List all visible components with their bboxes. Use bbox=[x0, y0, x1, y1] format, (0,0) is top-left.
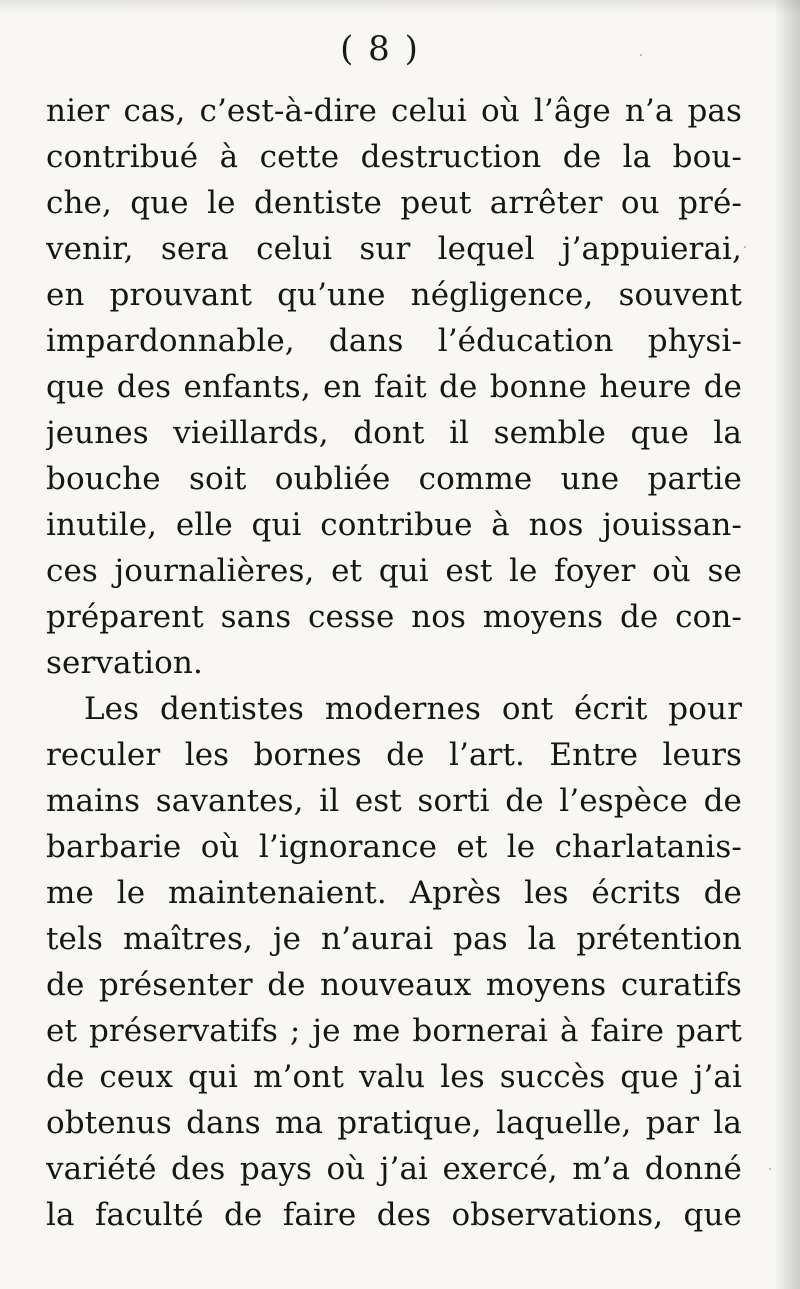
text-line: de ceux qui m’ont valu les succès que j’ai bbox=[46, 1059, 742, 1095]
paper-speck bbox=[744, 246, 746, 248]
paragraph-1 bbox=[46, 88, 742, 686]
paragraph-2 bbox=[46, 686, 742, 1238]
text-line: reculer les bornes de l’art. Entre leurs bbox=[46, 737, 742, 773]
text-line: nier cas, c’est-à-dire celui où l’âge n’a pas bbox=[46, 93, 742, 129]
text-line: inutile, elle qui contribue à nos jouissan- bbox=[46, 507, 742, 543]
text-line: contribué à cette destruction de la bou- bbox=[46, 139, 742, 175]
text-line: la faculté de faire des observations, que bbox=[46, 1197, 742, 1233]
paper-speck bbox=[769, 1168, 771, 1170]
text-line: tels maîtres, je n’aurai pas la prétention bbox=[46, 921, 742, 957]
text-line: me le maintenaient. Après les écrits de bbox=[46, 875, 742, 911]
text-line: et préservatifs ; je me bornerai à faire part bbox=[46, 1013, 742, 1049]
text-line: de présenter de nouveaux moyens curatifs bbox=[46, 967, 742, 1003]
text-line: variété des pays où j’ai exercé, m’a donné bbox=[46, 1151, 742, 1187]
text-line: servation. bbox=[46, 645, 203, 681]
page-top-shadow bbox=[0, 0, 800, 14]
text-line: que des enfants, en fait de bonne heure de bbox=[46, 369, 742, 405]
text-line: che, que le dentiste peut arrêter ou pré- bbox=[46, 185, 742, 221]
text-line: obtenus dans ma pratique, laquelle, par la bbox=[46, 1105, 742, 1141]
page-number: ( 8 ) bbox=[340, 29, 420, 69]
paper-speck bbox=[61, 1218, 63, 1220]
text-line: impardonnable, dans l’éducation physi- bbox=[46, 323, 742, 359]
text-line: Les dentistes modernes ont écrit pour bbox=[84, 691, 742, 727]
text-line: mains savantes, il est sorti de l’espèce de bbox=[46, 783, 742, 819]
text-line: préparent sans cesse nos moyens de con- bbox=[46, 599, 742, 635]
text-line: jeunes vieillards, dont il semble que la bbox=[46, 415, 742, 451]
paper-speck bbox=[640, 54, 642, 56]
text-line: ces journalières, et qui est le foyer où se bbox=[46, 553, 742, 589]
text-line: en prouvant qu’une négligence, souvent bbox=[46, 277, 742, 313]
page-binding-shadow bbox=[776, 0, 800, 1289]
page-text bbox=[46, 88, 742, 1238]
text-line: barbarie où l’ignorance et le charlatanis- bbox=[46, 829, 742, 865]
text-line: bouche soit oubliée comme une partie bbox=[46, 461, 742, 497]
text-line: venir, sera celui sur lequel j’appuierai, bbox=[46, 231, 742, 267]
